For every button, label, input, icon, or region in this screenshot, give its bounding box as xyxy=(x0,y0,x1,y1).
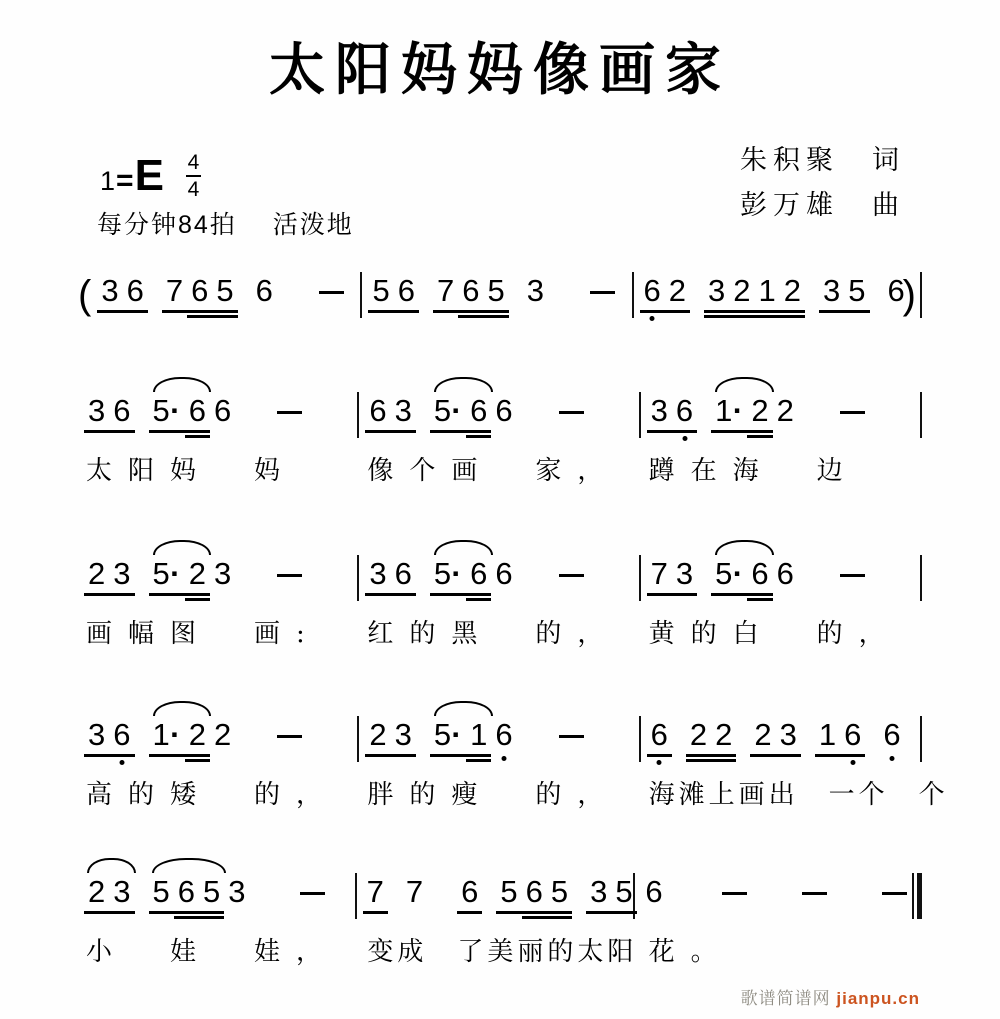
score-area xyxy=(78,250,949,968)
note-digit: 5 xyxy=(500,874,518,909)
note xyxy=(457,875,482,909)
note xyxy=(365,557,390,591)
note xyxy=(647,718,672,752)
note-digit: 7 xyxy=(436,273,455,308)
note xyxy=(773,394,798,428)
note-digit: 6 xyxy=(643,273,661,308)
dash-extension xyxy=(559,574,584,577)
note-digit: 5 xyxy=(216,273,234,308)
notes-row xyxy=(78,851,922,909)
notes-row xyxy=(78,250,922,317)
song-title: 太阳妈妈像画家 xyxy=(269,37,731,103)
note-digit: 2 xyxy=(751,393,769,428)
note-digit: 1 xyxy=(818,717,837,752)
measure xyxy=(641,394,920,428)
note-digit: 6 xyxy=(645,874,663,909)
slur-arc xyxy=(153,701,212,716)
note xyxy=(844,274,869,308)
slur-arc xyxy=(715,540,774,555)
score-line xyxy=(78,533,922,650)
note xyxy=(547,875,572,909)
dash-extension xyxy=(722,892,747,895)
note xyxy=(149,875,174,909)
note xyxy=(212,274,237,308)
note xyxy=(496,875,521,909)
note xyxy=(611,875,636,909)
note xyxy=(109,557,134,591)
note-digit: 3 xyxy=(101,273,119,308)
note-digit: 3 xyxy=(214,556,232,591)
note-digit: 6 xyxy=(495,556,513,591)
slur-arc xyxy=(434,540,493,555)
final-barline xyxy=(912,873,922,919)
notes-row xyxy=(78,533,922,591)
note-digit: 6 xyxy=(394,556,412,591)
note-digit: 5 xyxy=(848,273,866,308)
note-digit: 5 xyxy=(615,874,633,909)
dotted-rhythm-dot: · xyxy=(451,717,462,752)
slur-arc xyxy=(434,377,493,392)
note-digit: 6 xyxy=(177,874,195,909)
tempo-marking: 每分钟84拍 活泼地 xyxy=(97,211,354,239)
note-digit: 2 xyxy=(369,717,387,752)
note-digit: 5 xyxy=(152,874,170,909)
low-octave-dot xyxy=(119,760,124,765)
note-digit: 5 xyxy=(372,273,390,308)
dash-extension xyxy=(840,411,865,414)
low-octave-dot xyxy=(657,760,662,765)
dotted-rhythm-dot: · xyxy=(732,393,744,428)
dash-extension xyxy=(882,892,907,895)
note xyxy=(149,557,185,591)
note xyxy=(640,274,665,308)
note-digit: 2 xyxy=(214,717,232,752)
note-digit: 2 xyxy=(88,874,106,909)
measure xyxy=(359,394,638,428)
note xyxy=(210,718,235,752)
lyric-cell: 高的矮 的， xyxy=(86,780,339,810)
note-digit: 1 xyxy=(758,273,776,308)
note xyxy=(149,394,185,428)
score-line xyxy=(78,694,949,811)
note xyxy=(84,718,109,752)
note-digit: 5 xyxy=(433,556,452,591)
note-digit: 6 xyxy=(113,717,131,752)
slur-arc xyxy=(153,540,212,555)
measure xyxy=(641,718,920,752)
note-digit: 6 xyxy=(397,273,415,308)
end-barline xyxy=(920,392,922,438)
measure xyxy=(641,557,920,591)
note-digit: 2 xyxy=(783,273,802,308)
note-digit: 3 xyxy=(113,874,131,909)
note-digit: 2 xyxy=(188,717,206,752)
note-digit: 6 xyxy=(191,273,209,308)
note xyxy=(391,394,416,428)
note xyxy=(84,394,109,428)
dotted-rhythm-dot: · xyxy=(170,717,181,752)
measure xyxy=(635,875,912,909)
score-line xyxy=(78,851,922,968)
note xyxy=(199,875,224,909)
measure xyxy=(78,394,357,428)
measure xyxy=(78,875,355,909)
note-digit: 6 xyxy=(650,717,668,752)
note-digit: 6 xyxy=(214,393,232,428)
dotted-rhythm-dot: · xyxy=(170,556,181,591)
lyric-cell: 黄的白 的， xyxy=(648,619,901,649)
note-digit: 6 xyxy=(126,273,144,308)
note xyxy=(641,875,666,909)
note-digit: 3 xyxy=(823,273,841,308)
lyric-cell: 像个画 家， xyxy=(367,456,620,486)
note-digit: 6 xyxy=(470,393,488,428)
measure xyxy=(359,718,638,752)
slur-arc xyxy=(87,858,136,873)
lyric-cell: 花。 xyxy=(648,937,733,967)
note xyxy=(647,394,672,428)
note xyxy=(210,394,235,428)
note xyxy=(174,875,199,909)
final-barline-thick xyxy=(917,873,922,919)
note-digit: 5 xyxy=(433,717,452,752)
note-digit: 7 xyxy=(165,273,184,308)
lyric-cell: 变成 了美丽的太阳 xyxy=(367,937,638,967)
note-digit: 5 xyxy=(550,874,569,909)
lyric-cell: 海滩上画出 一个 个 xyxy=(648,780,949,810)
note xyxy=(647,557,672,591)
note xyxy=(149,718,185,752)
note xyxy=(109,394,134,428)
meter-denominator: 4 xyxy=(187,178,200,201)
end-barline xyxy=(920,555,922,601)
note xyxy=(840,718,865,752)
note xyxy=(185,557,210,591)
close-paren: ) xyxy=(902,273,916,317)
note-digit: 2 xyxy=(754,717,772,752)
dotted-rhythm-dot: · xyxy=(732,556,744,591)
note xyxy=(458,274,483,308)
lyric-cell: 红的黑 的， xyxy=(367,619,620,649)
lyricist-credit: 朱积聚 词 xyxy=(740,145,905,175)
meter-divider-line xyxy=(186,175,201,177)
low-octave-dot xyxy=(890,756,895,761)
notes-row xyxy=(78,370,922,428)
note-digit: 5 xyxy=(152,393,170,428)
dash-extension xyxy=(840,574,865,577)
note xyxy=(123,274,148,308)
dotted-rhythm-dot: · xyxy=(451,556,462,591)
note xyxy=(755,274,780,308)
note-digit: 6 xyxy=(470,556,488,591)
note xyxy=(711,394,747,428)
key-tonic: E xyxy=(134,151,164,200)
dash-extension xyxy=(590,291,615,294)
note-digit: 2 xyxy=(88,556,106,591)
note-digit: 7 xyxy=(405,874,424,909)
note xyxy=(879,718,904,752)
note xyxy=(252,274,277,308)
note xyxy=(491,394,516,428)
note xyxy=(773,557,798,591)
note-digit: 2 xyxy=(668,273,687,308)
note-digit: 6 xyxy=(462,273,480,308)
lyric-cell: 胖的瘦 的， xyxy=(367,780,620,810)
note xyxy=(365,718,390,752)
note xyxy=(819,274,844,308)
note xyxy=(97,274,122,308)
note-digit: 3 xyxy=(228,874,246,909)
note-digit: 3 xyxy=(394,717,412,752)
note xyxy=(224,875,249,909)
composer-credit: 彭万雄 曲 xyxy=(740,190,905,220)
lyric-cell: 太阳妈 妈 xyxy=(86,456,297,486)
note xyxy=(402,875,427,909)
note-digit: 3 xyxy=(779,717,797,752)
low-octave-dot xyxy=(650,316,655,321)
note xyxy=(109,875,134,909)
note-digit: 5 xyxy=(433,393,452,428)
lyric-cell: 画幅图 画: xyxy=(86,619,321,649)
note xyxy=(187,274,212,308)
dash-extension xyxy=(559,411,584,414)
note xyxy=(391,557,416,591)
lyric-cell: 蹲在海 边 xyxy=(648,456,859,486)
note-digit: 6 xyxy=(113,393,131,428)
note xyxy=(491,718,516,752)
note-digit: 1 xyxy=(470,717,488,752)
note xyxy=(815,718,840,752)
lyrics-row xyxy=(78,613,922,650)
note xyxy=(466,394,491,428)
note xyxy=(711,557,747,591)
note-digit: 5 xyxy=(715,556,733,591)
note-digit: 3 xyxy=(88,393,106,428)
note-digit: 3 xyxy=(590,874,608,909)
note xyxy=(430,718,466,752)
watermark-site-url: jianpu.cn xyxy=(836,989,920,1008)
note xyxy=(491,557,516,591)
note xyxy=(672,394,697,428)
note xyxy=(368,274,393,308)
note xyxy=(430,394,466,428)
score-line xyxy=(78,250,922,317)
dash-extension xyxy=(559,735,584,738)
lyrics-row xyxy=(78,931,922,968)
time-signature xyxy=(186,152,201,200)
note-digit: 6 xyxy=(495,393,513,428)
lyrics-row xyxy=(78,774,949,811)
key-equals: = xyxy=(116,164,134,197)
slur-arc xyxy=(715,377,774,392)
note xyxy=(84,557,109,591)
note xyxy=(483,274,508,308)
measure xyxy=(362,274,631,308)
note xyxy=(210,557,235,591)
dotted-rhythm-dot: · xyxy=(170,393,181,428)
note-digit: 3 xyxy=(394,393,412,428)
note-digit: 7 xyxy=(650,556,668,591)
note-digit: 3 xyxy=(369,556,387,591)
meter-numerator: 4 xyxy=(187,151,200,174)
note-digit: 6 xyxy=(369,393,387,428)
note xyxy=(185,394,210,428)
note-digit: 6 xyxy=(188,393,206,428)
note-digit: 6 xyxy=(255,273,273,308)
note-digit: 5 xyxy=(203,874,221,909)
note xyxy=(522,875,547,909)
note-digit: 2 xyxy=(733,273,751,308)
dash-extension xyxy=(277,574,302,577)
note xyxy=(586,875,611,909)
note-digit: 1 xyxy=(715,393,733,428)
note xyxy=(776,718,801,752)
dash-extension xyxy=(300,892,325,895)
note-digit: 7 xyxy=(366,874,384,909)
note xyxy=(162,274,187,308)
note xyxy=(704,274,729,308)
note-digit: 6 xyxy=(883,717,901,752)
dash-extension xyxy=(277,411,302,414)
low-octave-dot xyxy=(850,760,855,765)
note-digit: 6 xyxy=(887,273,905,308)
note-digit: 6 xyxy=(776,556,794,591)
note-digit: 5 xyxy=(152,556,170,591)
note-digit: 5 xyxy=(487,273,505,308)
key-signature xyxy=(100,152,201,200)
key-prefix: 1 xyxy=(100,165,116,196)
note-digit: 2 xyxy=(689,717,708,752)
score-line xyxy=(78,370,922,487)
final-barline-thin xyxy=(912,873,914,919)
note xyxy=(780,274,805,308)
note-digit: 3 xyxy=(708,273,726,308)
measure xyxy=(634,274,903,308)
lyrics-row xyxy=(78,450,922,487)
note xyxy=(711,718,736,752)
note xyxy=(363,875,388,909)
low-octave-dot xyxy=(682,436,687,441)
note xyxy=(466,557,491,591)
notes-row xyxy=(78,694,922,752)
watermark xyxy=(741,984,920,1009)
note xyxy=(747,394,772,428)
note-digit: 6 xyxy=(751,556,769,591)
end-barline xyxy=(920,716,922,762)
note xyxy=(884,274,909,308)
note xyxy=(365,394,390,428)
dash-extension xyxy=(277,735,302,738)
note xyxy=(391,718,416,752)
note-digit: 3 xyxy=(526,273,544,308)
note-digit: 6 xyxy=(495,717,513,752)
note-digit: 6 xyxy=(461,874,479,909)
measure xyxy=(357,875,634,909)
note xyxy=(686,718,711,752)
note xyxy=(430,557,466,591)
note xyxy=(84,875,109,909)
note xyxy=(109,718,134,752)
note xyxy=(185,718,210,752)
note xyxy=(665,274,690,308)
note-digit: 3 xyxy=(675,556,694,591)
note-digit: 3 xyxy=(113,556,131,591)
dash-extension xyxy=(802,892,827,895)
note-digit: 6 xyxy=(525,874,543,909)
note-digit: 2 xyxy=(715,717,733,752)
note xyxy=(750,718,775,752)
measure xyxy=(91,274,360,308)
lyric-cell: 小 娃 娃， xyxy=(86,937,339,967)
note-digit: 1 xyxy=(152,717,170,752)
measure xyxy=(78,718,357,752)
end-barline xyxy=(920,272,922,318)
measure xyxy=(359,557,638,591)
note-digit: 6 xyxy=(844,717,862,752)
note-digit: 3 xyxy=(88,717,106,752)
note xyxy=(433,274,458,308)
note xyxy=(747,557,772,591)
low-octave-dot xyxy=(501,756,506,761)
note xyxy=(394,274,419,308)
note-digit: 2 xyxy=(776,393,794,428)
slur-arc xyxy=(152,858,226,873)
note-digit: 3 xyxy=(650,393,668,428)
watermark-site-name: 歌谱简谱网 xyxy=(740,989,837,1008)
note-digit: 2 xyxy=(188,556,206,591)
slur-arc xyxy=(153,377,212,392)
measure xyxy=(78,557,357,591)
note-digit: 6 xyxy=(675,393,694,428)
note xyxy=(523,274,548,308)
dash-extension xyxy=(319,291,344,294)
note xyxy=(466,718,491,752)
dotted-rhythm-dot: · xyxy=(451,393,462,428)
note xyxy=(672,557,697,591)
credits-block xyxy=(740,138,905,228)
slur-arc xyxy=(434,701,493,716)
note xyxy=(729,274,754,308)
open-paren: ( xyxy=(78,273,92,317)
